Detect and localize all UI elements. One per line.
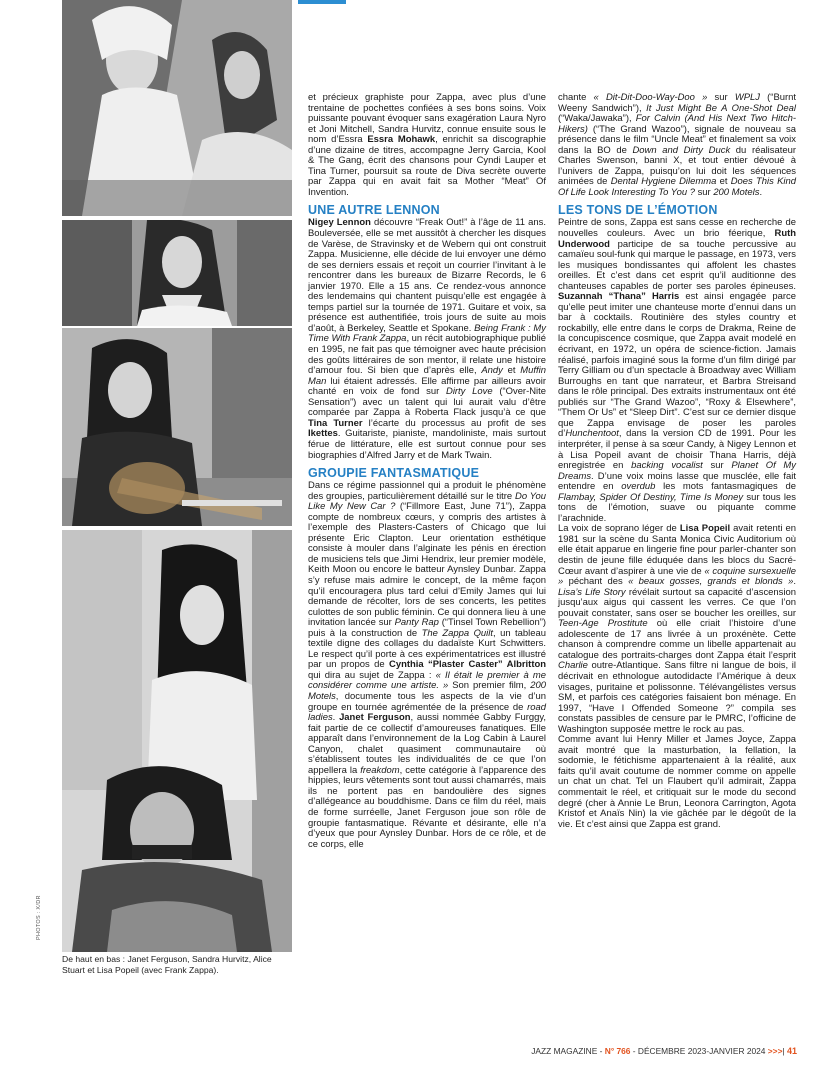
footer-bar: | — [782, 1046, 787, 1056]
paragraph-lisa-popeil — [558, 524, 796, 735]
footer-issue: N° 766 — [604, 1046, 631, 1056]
text-run: Ruth Underwood — [558, 228, 796, 250]
text-run: . — [759, 186, 763, 198]
text-run: freakdom — [360, 764, 400, 776]
text-run: , aussi nommée Gabby Furggy, fait partie de ce collectif d’amoureuses fanatiques. Elle apparaît dans l’environnement de la Log Cabin à Laurel Canyon, chalet quasiment communautaire où s’établissent toutes les individualités de ce que l’on appellera la — [308, 712, 546, 776]
text-run: et — [502, 365, 521, 377]
photo-lisa-popeil-frank-zappa — [62, 530, 292, 952]
text-run: qui dira au sujet de Zappa : — [308, 669, 436, 681]
text-run: The Zappa Quilt — [421, 627, 493, 639]
top-accent-bar — [298, 0, 346, 4]
heading-les-tons-de-l-emotion: LES TONS DE L’ÉMOTION — [558, 203, 718, 218]
footer-separator: - — [597, 1046, 605, 1056]
footer-magazine: JAZZ MAGAZINE — [531, 1046, 598, 1056]
photo-sandra-hurvitz — [62, 220, 292, 326]
text-run: Andy — [481, 365, 503, 377]
text-run: WPLJ — [734, 92, 760, 103]
text-run: est ainsi engagée parce qu’elle peut imiter une chanteuse morte d’ennui dans un bar à cocktails. Routinière des styles country et rockabilly, elle entre dans le corps de Drakma, Reine de la concupiscence cosmique, que Zappa avait modelé en écrivant, en 1972, un opéra de science-fiction. Jamais réalisé, parfois imaginé sous la forme d’un film dirigé par Terry Gilliam ou d’un spectacle à Broadway avec William Burroughs en tant que narrateur, et Barbra Streisand dans le rôle principal. Des extraits instrumentaux ont été publiés sur “The Grand Wazoo”, “Roxy & Elsewhere”, “Them Or Us” et “Sleep Dirt”. C’est sur ce dernier disque que Zappa envisage de poser les paroles d’ — [558, 291, 797, 440]
heading-une-autre-lennon: UNE AUTRE LENNON — [308, 203, 440, 218]
text-run: , un récit autobiographique publié en 1995, ne fait pas que témoigner avec haute précision des goûts littéraires de son mentor, il relate une histoire d’amour fou. Si bien que d’après elle, — [308, 333, 547, 377]
text-run: du réalisateur Charles Swenson, banni X, et tout entier dévoué à l’univers de Zappa, puisqu’on lui doit les séquences animées de — [558, 144, 797, 188]
photo-alice-stuart — [62, 328, 292, 526]
text-run: Comme avant lui Henry Miller et James Joyce, Zappa avait montré que la masturbation, la fellation, la sodomie, le fétichisme appartenaient à la réalité, aux faits qu’il avait coutume de nommer comme on appelle un chat un chat. Tel un Flaubert qu’il admirait, Zappa commentait le réel, et critiquait sur le mode du second degré (cher à Annie Le Brun, Leonora Carrington, Agota Kristof et Anaïs Nin) la vie gâchée par le dégoût de la vie. Et c’est ainsi que Zappa est grand. — [558, 734, 796, 830]
text-run: Planet Of My Dreams — [558, 460, 797, 482]
text-run: Muffin Man — [308, 365, 546, 387]
text-run: , cette catégorie à l’apparence des hippies, leurs vêtements sont tout aussi chamarrés, mais ils ne portent pas en bandoulière des signes d’allégeance au bouddhisme. Dans ce film du réel, mais de forme surréelle, Janet Ferguson joue son rôle de groupie fantasmatique. Révante et désirante, elle n’a d’yeux que pour Aynsley Dunbar. Hors de ce rôle, et de ce corps, elle — [308, 764, 546, 850]
text-run: « beaux gosses, grands et blonds » — [628, 576, 794, 588]
photo-caption: De haut en bas : Janet Ferguson, Sandra Hurvitz, Alice Stuart et Lisa Popeil (avec Frank Zappa). — [62, 954, 272, 975]
paragraph-intro-col2 — [558, 93, 796, 198]
paragraph-groupie — [308, 481, 546, 850]
text-run: Son premier film, — [448, 680, 531, 692]
page-footer — [531, 1046, 797, 1056]
text-run: (“Fillmore East, June 71”), Zappa compte de nombreux cœurs, y compris des artistes à l’exemple des Plasters-Casters of Chicago que lui présente Eric Clapton. Leur orientation esthétique consiste à mouler dans l’alginate les pénis en érection de musiciens tels que Jimi Hendrix, leur premier modèle, Keith Moon ou encore le batteur Aynsley Dunbar. Zappa s’y refuse mais admire le concept, de la même façon qu’il encouragera plus tard celui d’Emily James qui lui demande de récolter, lors de ses concerts, les petites culottes de son public féminin. Ce qui donnera lieu à une invitation lancée sur — [308, 501, 546, 629]
text-run: road ladies — [308, 701, 546, 724]
text-run: « Il était le premier à me considérer comme une artiste. » — [308, 669, 546, 692]
text-run: . — [793, 576, 796, 588]
text-run: backing vocalist — [631, 460, 703, 472]
text-run: lui étaient adressés. Elle affirme par ailleurs avoir chanté en voix de fond sur — [308, 375, 546, 398]
page-number: 41 — [786, 1046, 797, 1056]
photo-janet-ferguson — [62, 0, 292, 216]
article-column-2 — [558, 93, 796, 830]
text-run: Panty Rap — [394, 617, 439, 629]
text-run: , un tableau textile digne des collages du dadaïste Kurt Schwitters. Le respect qu’il porte à ces expérimentatrices est illustré par un propos de — [308, 627, 546, 671]
text-run: chante — [558, 92, 594, 103]
text-run: Flambay, Spider Of Destiny, Time Is Money — [558, 491, 744, 503]
text-run: 200 Motels — [713, 186, 760, 198]
article-column-1 — [308, 93, 546, 850]
text-run: Dirty Love — [446, 386, 493, 398]
text-run: découvre “Freak Out!” à l’âge de 11 ans. Bouleversée, elle se met aussitôt à chercher les disques de Varèse, de Stravinsky et de Webern qui ont construit Zappa. Musicienne, elle décide de lui envoyer une démo de ses derniers essais et reçoit un courrier l’invitant à le rencontrer dans les bureaux de Bizarre Records, le 6 janvier 1970. Elle a 15 ans. Ce rendez-vous annonce des lendemains qui chantent puisqu’elle est engagée à temps partiel sur la tournée de 1971. Guitare et voix, sa présence est authentifiée, trois jours de suite au mois d’août, à Berkeley, Seattle et Spokane. — [308, 217, 546, 334]
text-run: . Guitariste, pianiste, mandoliniste, mais surtout férue de littérature, elle est surtout connue pour ses biographies d’Alfred Jarry et de Mark Twain. — [308, 428, 546, 461]
text-run: « Dit-Dit-Doo-Way-Doo » — [593, 92, 708, 103]
text-run: . D’une voix moins lasse que musclée, elle fait entendre en — [558, 470, 796, 493]
text-run: Cynthia “Plaster Caster” Albritton — [389, 659, 546, 671]
text-run: overdub — [621, 481, 656, 493]
text-run: les mots fantasmagiques de — [655, 481, 796, 493]
paragraph-tons — [558, 218, 796, 524]
text-run: For Calvin (And His Next Two Hitch-Hikers) — [558, 113, 796, 135]
heading-groupie-fantasmatique: GROUPIE FANTASMATIQUE — [308, 466, 480, 481]
text-run: Down and Dirty Duck — [632, 144, 731, 156]
text-run: Being Frank : My Time With Frank Zappa — [308, 322, 546, 345]
text-run: Essra Mohawk — [367, 134, 436, 146]
text-run: « coquine sursexuelle » — [558, 565, 796, 588]
footer-arrows: >>> — [767, 1046, 783, 1056]
text-run: Dental Hygiene Dilemma — [610, 176, 717, 188]
text-run: Suzannah “Thana” Harris — [558, 291, 680, 303]
text-run: Janet Ferguson — [339, 712, 411, 724]
text-run: Lisa’s Life Story — [558, 586, 626, 598]
text-run: (“Burnt Weeny Sandwich”), — [558, 92, 797, 114]
text-run: Charlie — [558, 660, 588, 672]
text-run: Hunchentoot — [565, 428, 619, 440]
text-run: Dans ce régime passionnel qui a produit le phénomène des groupies, particulièrement détaillé sur le titre — [308, 480, 546, 502]
text-run: (“Tinsel Town Rebellion”) puis à la construction de — [308, 617, 546, 639]
text-run: (“The Grand Wazoo”), signale de nouveau sa présence dans le film “Uncle Meat” et finalement sa voix dans la BO de — [558, 123, 796, 156]
text-run: Does This Kind Of Life Look Interesting To You ? — [558, 176, 796, 198]
text-run: où elle criait l’histoire d’une adolescente de 17 ans livrée à un proxénète. Cette chanson à comprendre comme un libelle appartenait au catalogue des portraits-charges dont Zappa était l’esprit — [558, 618, 796, 661]
text-run: (“Over-Nite Sensation”) avec un talent qui lui aurait valu d’être comparée par Zappa à Roberta Flack jusqu’à ce que — [308, 386, 547, 419]
text-run: et précieux graphiste pour Zappa, avec plus d’une trentaine de pochettes confiées à ses bons soins. Voix puissante pouvant évoquer sans exagération Laura Nyro et Joni Mitchell, Sandra Hurvitz, connue ensuite sous le nom d’Essra — [308, 92, 546, 146]
text-run: et — [716, 176, 731, 188]
paragraph-henry-miller — [558, 735, 796, 830]
text-run: La voix de soprano léger de — [558, 523, 680, 535]
text-run: sur — [707, 92, 735, 103]
text-run: péchant des — [563, 576, 629, 588]
text-run: , enrichit sa discographie d’une dizaine de titres, accompagne Jerry Garcia, Kool & The Gang, écrit des chansons pour Cyndi Lauper et Tina Turner, poursuit sa route de Diva secrète ouverte par Zappa qui en avait fait sa Mother “Meat” Of Invention. — [308, 134, 546, 198]
text-run: Peintre de sons, Zappa est sans cesse en recherche de nouvelles couleurs. Avec un brio féerique, — [558, 217, 796, 240]
text-run: l’écarte du processus au profit de ses — [362, 417, 546, 429]
text-run: , dans la version CD de 1991. Pour les interpréter, il pense à sa sœur Candy, à Nigey Lennon et à Lisa Popeil avant de choisir Thana Harris, déjà enregistrée en — [558, 428, 796, 472]
footer-date: - DÉCEMBRE 2023-JANVIER 2024 — [630, 1046, 768, 1056]
text-run: participe de sa touche percussive au camaïeu soul-funk qui marque le passage, en 1973, vers les musiques bondissantes qui affolent les chastes oreilles. Et c’est dans cet esprit qu’il auditionne des chanteuses capables de porter ses paroles épineuses. — [558, 238, 796, 292]
text-run: sur tous les tons de l’émotion, suave ou piquante comme l’arachnide. — [558, 491, 796, 524]
text-run: Tina Turner — [308, 417, 363, 429]
paragraph-nigey-lennon — [308, 218, 546, 461]
text-run: , documente tous les aspects de la vie d’un groupe en tournée agrémentée de la présence de — [308, 690, 546, 713]
text-run: Nigey Lennon — [308, 217, 371, 229]
text-run: . — [332, 712, 340, 724]
photo-credit: PHOTOS : X/DR — [36, 895, 42, 940]
text-run: révélait surtout sa capacité d’ascension jusqu’aux aigus qui cassent les verres. Ce que l’on pouvait constater, sans oser se boucher les oreilles, sur — [558, 586, 796, 619]
text-run: Ikettes — [308, 428, 338, 440]
text-run: Lisa Popeil — [679, 523, 731, 535]
text-run: sur — [694, 186, 714, 198]
text-run: sur — [702, 460, 732, 472]
text-run: Do You Like My New Car ? — [308, 490, 546, 513]
text-run: outre-Atlantique. Sans filtre ni langue de bois, il décrivait en ethnologue autodidacte l’Amérique à deux visages, puritaine et polissonne. Télévangélistes versus SM, et parfois ces catégories faisaient bon ménage. En 1997, “Have I Offended Someone ?” compila ses constats passibles de censure par le PMRC, l’officine de Washington supposée mettre le rock au pas. — [558, 660, 796, 735]
text-run: It Just Might Be A One-Shot Deal — [646, 102, 796, 114]
text-run: (“Waka/Jawaka”), — [558, 113, 636, 125]
paragraph-intro-col1 — [308, 93, 546, 198]
text-run: 200 Motels — [308, 680, 546, 702]
text-run: Teen-Age Prostitute — [558, 618, 648, 630]
text-run: avait retenti en 1981 sur la scène du Santa Monica Civic Auditorium où elle était apparue en lingerie fine pour parler-chanter son destin de jeune fille éduquée dans les blocs du Sacré-Cœur avant d’aspirer à une vie de — [558, 523, 796, 577]
